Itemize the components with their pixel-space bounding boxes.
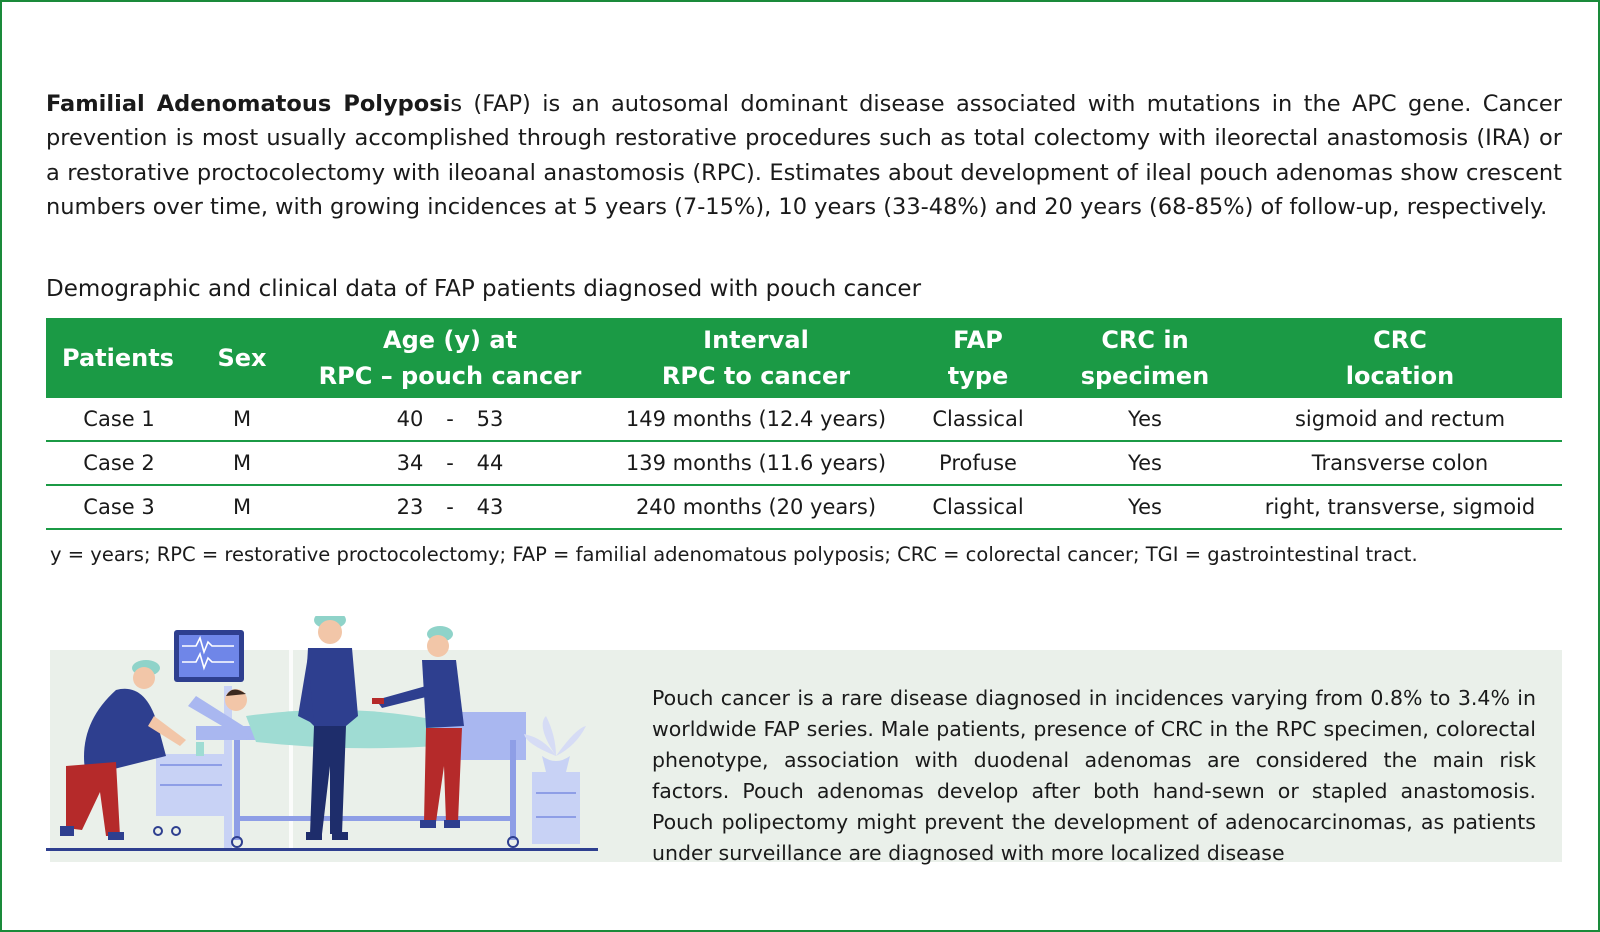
header-patients: Patients xyxy=(62,344,174,372)
cell-interval: 149 months (12.4 years) xyxy=(608,398,904,441)
plant-icon xyxy=(524,716,586,844)
cell-sex: M xyxy=(192,398,292,441)
cell-patient: Case 3 xyxy=(46,485,192,529)
cell-interval: 240 months (20 years) xyxy=(608,485,904,529)
header-crc-specimen: CRC in specimen xyxy=(1080,326,1210,390)
table-header-row xyxy=(46,318,1562,398)
cell-sex: M xyxy=(192,441,292,485)
header-fap-type: FAP type xyxy=(947,326,1009,390)
cell-patient: Case 2 xyxy=(46,441,192,485)
intro-paragraph xyxy=(46,87,1562,225)
table-footnote: y = years; RPC = restorative proctocolectomy; FAP = familial adenomatous polyposis; CRC = colorectal cancer; TGI = gastrointestinal tract. xyxy=(50,543,1418,566)
intro-bold-lead: Familial Adenomatous Polyposi xyxy=(46,90,451,117)
cell-crc-specimen: Yes xyxy=(1052,485,1238,529)
table-row xyxy=(46,441,1562,485)
cell-sex: M xyxy=(192,485,292,529)
cell-age: 23 - 43 xyxy=(292,485,608,529)
cell-fap-type: Profuse xyxy=(904,441,1052,485)
heart-monitor-icon xyxy=(174,630,244,682)
cell-fap-type: Classical xyxy=(904,485,1052,529)
cell-crc-specimen: Yes xyxy=(1052,441,1238,485)
header-crc-location: CRC location xyxy=(1345,326,1455,390)
table-row xyxy=(46,485,1562,529)
header-age: Age (y) at RPC – pouch cancer xyxy=(318,326,582,390)
cell-crc-location: Transverse colon xyxy=(1238,441,1562,485)
cell-crc-location: right, transverse, sigmoid xyxy=(1238,485,1562,529)
cell-crc-specimen: Yes xyxy=(1052,398,1238,441)
cell-fap-type: Classical xyxy=(904,398,1052,441)
cell-crc-location: sigmoid and rectum xyxy=(1238,398,1562,441)
intro-text: s (FAP) is an autosomal dominant disease associated with mutations in the APC gene. Cancer prevention is most usually accomplished through restorative procedures such as total colectomy with ileorectal anastomosis (IRA) or a restorative proctocolectomy with ileoanal anastomosis (RPC). Estimates about development of ileal pouch adenomas show crescent numbers over time, with growing incidences at 5 years (7-15%), 10 years (33-48%) and 20 years (68-85%) of follow-up, respectively. xyxy=(46,90,1562,220)
panel-text: Pouch cancer is a rare disease diagnosed in incidences varying from 0.8% to 3.4% in worldwide FAP series. Male patients, presence of CRC in the RPC specimen, colorectal phenotype, association with duodenal adenomas are considered the main risk factors. Pouch adenomas develop after both hand-sewn or stapled anastomosis. Pouch polipectomy might prevent the development of adenocarcinomas, as patients under surveillance are diagnosed with more localized disease xyxy=(652,685,1536,865)
header-sex: Sex xyxy=(217,344,267,372)
cell-age: 34 - 44 xyxy=(292,441,608,485)
table-caption: Demographic and clinical data of FAP patients diagnosed with pouch cancer xyxy=(46,276,922,302)
floor-line xyxy=(46,848,598,851)
patient-data-table xyxy=(46,318,1562,530)
cell-age: 40 - 53 xyxy=(292,398,608,441)
table-row xyxy=(46,398,1562,441)
cell-interval: 139 months (11.6 years) xyxy=(608,441,904,485)
cell-patient: Case 1 xyxy=(46,398,192,441)
header-interval: Interval RPC to cancer xyxy=(661,326,851,390)
surgery-team-illustration xyxy=(46,616,606,856)
